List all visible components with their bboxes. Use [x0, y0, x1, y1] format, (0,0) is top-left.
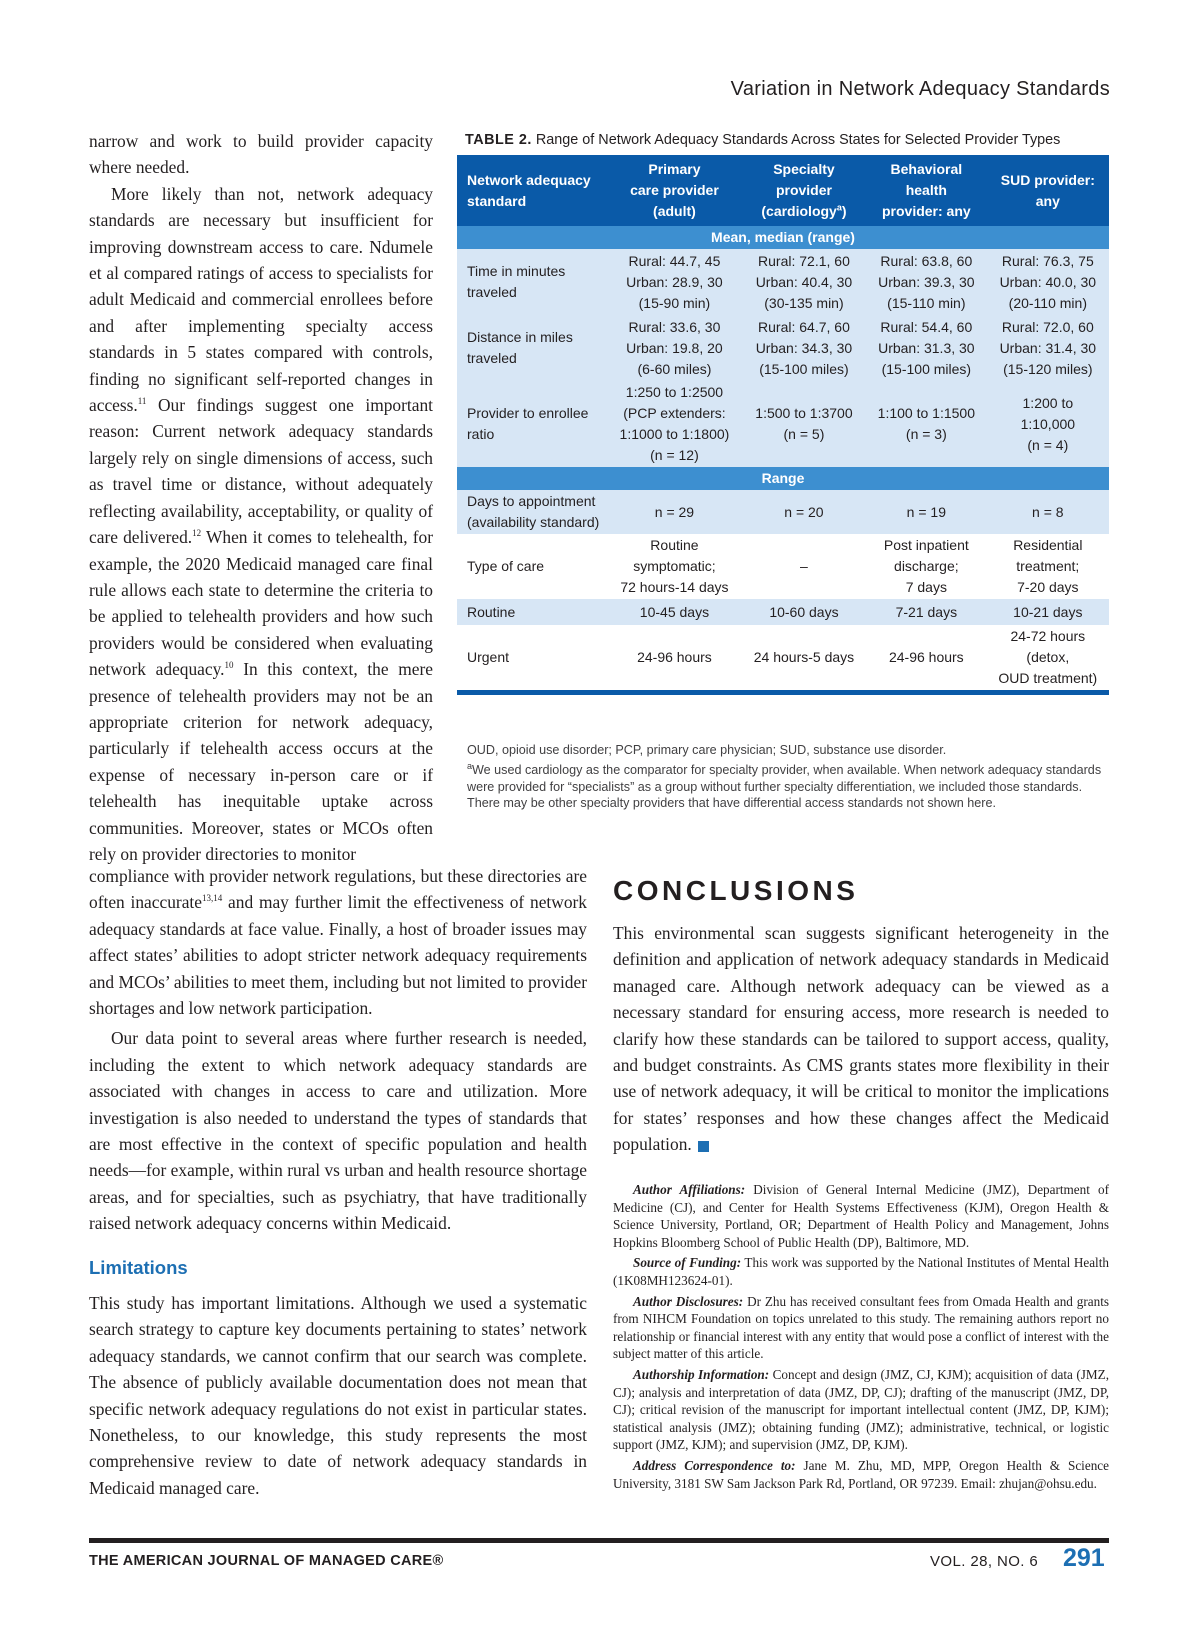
cell-line: Rural: 54.4, 60: [880, 318, 973, 335]
table-caption-text: Range of Network Adequacy Standards Across States for Selected Provider Types: [531, 132, 1061, 148]
text-run: and may further limit the effectiveness of network adequacy standards at face value. Finally, a host of broader issues may affect states’ abilities to adopt stricter network adequacy requirements and MCOs’ abilities to meet them, including but not limited to provider shortages and low network participation.: [89, 892, 588, 1019]
paragraph: narrow and work to build provider capacity where needed.: [89, 131, 433, 178]
cell-line: Rural: 33.6, 30: [628, 318, 721, 335]
cell-line: 24-72 hours: [1010, 628, 1086, 644]
cell-line: (n = 5): [783, 426, 825, 442]
band-label: Mean, median (range): [457, 226, 1109, 249]
cell-behavioral-health: [866, 534, 987, 599]
cell-line: 1:500 to 1:3700: [755, 405, 853, 421]
cell-line: Urban: 39.3, 30: [878, 273, 975, 290]
cell-primary-care: [607, 249, 742, 315]
cell-line: Post inpatient: [883, 537, 969, 553]
running-head: Variation in Network Adequacy Standards: [730, 78, 1110, 100]
cell-sud: [987, 625, 1109, 693]
cell-line: n = 20: [784, 503, 824, 520]
citation: 12: [192, 528, 202, 539]
header-line: health: [905, 182, 947, 198]
text-run: When it comes to telehealth, for example, the 2020 Medicaid managed care final rule allows each state to determine the criteria to be applied to telehealth providers and how such providers would be considered when evaluating network adequacy.: [89, 527, 433, 680]
cell-primary-care: [607, 625, 742, 693]
cell-sud: [987, 249, 1109, 315]
conclusions-heading: CONCLUSIONS: [613, 875, 859, 906]
cell-behavioral-health: [866, 490, 987, 534]
citation: 10: [224, 660, 234, 671]
cell-behavioral-health: [866, 625, 987, 693]
table-row: [457, 315, 1109, 381]
affiliation-text: This work was supported by the National Institutes of Mental Health (1K08MH123624-01).: [613, 1255, 1109, 1288]
cell-line: 10-21 days: [1013, 603, 1083, 620]
header-line: (cardiology: [761, 203, 837, 219]
table-footnotes: [467, 742, 1109, 816]
cell-line: Time in minutes: [467, 263, 566, 279]
cell-line: 24-96 hours: [888, 649, 964, 665]
cell-specialty: [742, 315, 866, 381]
row-label: [457, 381, 607, 467]
cell-line: (15-120 miles): [1003, 360, 1093, 377]
cell-specialty: [742, 381, 866, 467]
row-label: [457, 625, 607, 693]
cell-line: OUD treatment): [998, 670, 1098, 686]
cell-line: Urban: 28.9, 30: [626, 273, 723, 290]
text-run: In this context, the mere presence of telehealth providers may not be an appropriate criterion for network adequacy, particularly if telehealth access occurs at the expense of necessary in-person care or if telehealth has inequitable uptake across communities. Moreover, states or MCOs often rely on provider directories to monitor: [89, 659, 433, 864]
cell-behavioral-health: [866, 381, 987, 467]
cell-line: (availability standard): [467, 514, 600, 530]
limitations-heading: Limitations: [89, 1257, 188, 1278]
footnote-abbreviations: OUD, opioid use disorder; PCP, primary care physician; SUD, substance use disorder.: [467, 743, 947, 757]
affiliation-paragraph: [613, 1181, 1109, 1251]
cell-behavioral-health: [866, 315, 987, 381]
cell-sud: [987, 534, 1109, 599]
affiliation-label: Author Disclosures:: [633, 1293, 744, 1309]
cell-line: Rural: 64.7, 60: [758, 318, 850, 335]
paragraph: This study has important limitations. Although we used a systematic search strategy to capture key documents pertaining to states’ network adequacy standards, we cannot confirm that our search was complete. The absence of publicly available documentation does not mean that specific network adequacy regulations do not exist in particular states. Nonetheless, to our knowledge, this study represents the most comprehensive review to date of network adequacy standards in Medicaid managed care.: [89, 1293, 587, 1498]
cell-line: n = 19: [906, 503, 946, 520]
header-line: provider: [775, 182, 832, 198]
cell-line: Provider to enrollee: [467, 405, 589, 421]
page-number: 291: [1063, 1544, 1105, 1572]
cell-line: 24 hours-5 days: [753, 649, 855, 665]
row-label: [457, 534, 607, 599]
cell-sud: [987, 381, 1109, 467]
affiliation-paragraph: [613, 1293, 1109, 1363]
cell-line: Type of care: [467, 558, 545, 574]
cell-line: discharge;: [894, 558, 959, 574]
text-run: More likely than not, network adequacy standards are necessary but insufficient for improving downstream access to care. Ndumele et al compared ratings of access to specialists for adult Medicaid and commercial enrollees before and after implementing specialty access standards in 5 states compared with controls, finding no significant self-reported changes in access.: [89, 183, 433, 416]
header-line: Behavioral: [890, 161, 963, 177]
author-information: [613, 1181, 1109, 1495]
cell-specialty: [742, 249, 866, 315]
cell-line: ratio: [467, 426, 495, 442]
table-row: [457, 599, 1109, 625]
paragraph: [89, 181, 433, 868]
table-label: TABLE 2.: [465, 132, 532, 148]
affiliation-text: Division of General Internal Medicine (JMZ), Department of Medicine (CJ), and Center for Health Systems Effectiveness (KJM), Oregon Health & Science University, Portland, OR; Department of Health Policy and Management, Johns Hopkins Bloomberg School of Public Health (DP), Baltimore, MD.: [613, 1182, 1109, 1250]
cell-line: Rural: 76.3, 75: [1001, 252, 1094, 269]
cell-line: Rural: 72.0, 60: [1001, 318, 1094, 335]
journal-name: THE AMERICAN JOURNAL OF MANAGED CARE®: [89, 1553, 444, 1569]
cell-line: 1:250 to 1:2500: [625, 384, 724, 400]
cell-line: Residential: [1013, 537, 1083, 553]
cell-line: Rural: 63.8, 60: [880, 252, 973, 269]
cell-specialty: [742, 599, 866, 625]
header-line: SUD provider:: [1000, 171, 1095, 188]
affiliation-label: Address Correspondence to:: [633, 1457, 796, 1473]
cell-line: Urgent: [467, 649, 510, 665]
cell-line: Urban: 19.8, 20: [626, 339, 723, 356]
table-caption: [465, 132, 1115, 148]
header-line: care provider: [630, 182, 719, 198]
text-run: This environmental scan suggests significant heterogeneity in the definition and application of network adequacy standards in Medicaid managed care. Although network adequacy can be viewed as a necessary standard for ensuring access, more research is needed to clarify how these standards can be tailored to support access, quality, and budget constraints. As CMS grants states more flexibility in their use of network adequacy, it will be critical to monitor the implications for states’ responses and how these changes affect the Medicaid population.: [613, 923, 1109, 1155]
header-line: Primary: [648, 161, 701, 177]
cell-line: Routine: [650, 537, 699, 553]
header-specialty: [742, 155, 866, 226]
cell-line: (15-90 min): [638, 294, 711, 311]
affiliation-text: Dr Zhu has received consultant fees from Omada Health and grants from NIHCM Foundation on topics unrelated to this study. The remaining authors report no relationship or financial interest with any entity that would pose a conflict of interest with the subject matter of this article.: [613, 1293, 1110, 1362]
cell-line: traveled: [467, 350, 517, 366]
cell-line: Rural: 72.1, 60: [758, 252, 850, 269]
cell-sud: [987, 490, 1109, 534]
affiliation-label: Author Affiliations:: [633, 1182, 746, 1197]
cell-line: Urban: 31.4, 30: [999, 339, 1097, 356]
row-label: [457, 249, 607, 315]
cell-line: (n = 3): [905, 426, 947, 442]
band-range: [457, 467, 1109, 490]
text-run: Our findings suggest one important reason: Current network adequacy standards largely rely on single dimensions of access, such as travel time or distance, without adequately reflecting availability, acceptability, or quality of care delivered.: [89, 395, 433, 548]
network-adequacy-table: [457, 155, 1109, 695]
affiliation-paragraph: [613, 1457, 1109, 1492]
cell-line: n = 8: [1032, 503, 1064, 520]
footnote-mark: a: [467, 761, 473, 772]
cell-line: Urban: 40.0, 30: [999, 273, 1097, 290]
header-line: Specialty: [773, 161, 835, 177]
cell-line: Routine: [467, 603, 516, 620]
left-column-wide: [89, 863, 587, 1237]
cell-line: (detox,: [1026, 649, 1070, 665]
cell-line: (15-100 miles): [881, 360, 972, 377]
cell-specialty: [742, 490, 866, 534]
conclusions-text: [613, 920, 1109, 1158]
cell-line: (n = 12): [650, 447, 699, 463]
cell-line: (20-110 min): [1008, 294, 1087, 311]
cell-line: Days to appointment: [467, 493, 596, 509]
footnote-mark: a: [836, 202, 842, 213]
header-behavioral-health: [866, 155, 987, 226]
cell-primary-care: [607, 534, 742, 599]
cell-line: Urban: 40.4, 30: [755, 273, 853, 290]
table-row: [457, 490, 1109, 534]
header-line: provider: any: [881, 203, 971, 219]
row-label: [457, 490, 607, 534]
cell-line: Urban: 31.3, 30: [878, 339, 975, 356]
cell-line: 7 days: [905, 579, 947, 595]
cell-line: (15-100 miles): [759, 360, 849, 377]
row-label: [457, 599, 607, 625]
header-line: standard: [467, 192, 527, 209]
cell-line: Distance in miles: [467, 329, 573, 345]
cell-sud: [987, 599, 1109, 625]
cell-line: 7-21 days: [895, 603, 958, 620]
cell-primary-care: [607, 490, 742, 534]
limitations-text: [89, 1290, 587, 1501]
volume-issue: VOL. 28, NO. 6: [930, 1553, 1039, 1570]
cell-line: n = 29: [654, 503, 695, 520]
cell-line: 7-20 days: [1017, 579, 1079, 595]
affiliation-text: Jane M. Zhu, MD, MPP, Oregon Health & Science University, 3181 SW Sam Jackson Park Rd, Portland, OR 97239. Email: zhujan@ohsu.edu.: [613, 1457, 1109, 1491]
paragraph: Our data point to several areas where further research is needed, including the extent to which network adequacy standards are associated with changes in access to care and utilization. More investigation is also needed to understand the types of standards that are most effective in the context of specific population and health needs—for example, within rural vs urban and health resource shortage areas, and for specialties, such as psychiatry, that have traditionally raised network adequacy concerns within Medicaid.: [89, 1028, 587, 1234]
table-row: [457, 625, 1109, 693]
table-row: [457, 381, 1109, 467]
paragraph: [89, 863, 587, 1021]
affiliation-label: Authorship Information:: [633, 1366, 770, 1382]
end-of-article-icon: [698, 1141, 709, 1152]
paragraph: [613, 920, 1109, 1158]
cell-line: Urban: 34.3, 30: [755, 339, 853, 356]
cell-line: 24-96 hours: [637, 649, 712, 665]
affiliation-text: Concept and design (JMZ, CJ, KJM); acquisition of data (JMZ, CJ); analysis and interpretation of data (JMZ, DP, CJ); drafting of the manuscript (JMZ, DP, CJ); critical revision of the manuscript for important intellectual content (JMZ, DP, KJM); statistical analysis (JMZ); obtaining funding (JMZ); administrative, technical, or logistic support (JMZ, KJM); and supervision (JMZ, DP, KJM).: [613, 1366, 1109, 1453]
header-primary-care: [607, 155, 742, 226]
cell-line: treatment;: [1016, 558, 1080, 574]
cell-line: 10-45 days: [639, 603, 710, 620]
band-label: Range: [457, 467, 1109, 490]
cell-specialty: [742, 625, 866, 693]
citation: 13,14: [201, 893, 223, 904]
header-line: Network adequacy: [467, 171, 591, 188]
cell-line: (30-135 min): [764, 294, 844, 311]
affiliation-label: Source of Funding:: [633, 1255, 742, 1271]
affiliation-paragraph: [613, 1366, 1109, 1454]
table-row: [457, 249, 1109, 315]
text-run: compliance with provider network regulations, but these directories are often inaccurate: [89, 866, 587, 913]
header-sud: [987, 155, 1109, 226]
cell-line: (n = 4): [1027, 436, 1069, 453]
cell-behavioral-health: [866, 599, 987, 625]
header-line: (adult): [653, 203, 696, 219]
footer-rule: [89, 1538, 1109, 1543]
cell-line: symptomatic;: [633, 558, 716, 574]
cell-primary-care: [607, 599, 742, 625]
cell-line: traveled: [467, 284, 517, 300]
table-header-row: [457, 155, 1109, 226]
cell-line: 1:200 to: [1022, 394, 1074, 411]
cell-specialty: [742, 534, 866, 599]
cell-line: (6-60 miles): [637, 360, 712, 377]
cell-line: 10-60 days: [769, 603, 839, 620]
header-line: any: [1035, 192, 1060, 209]
left-column-narrow: [89, 128, 433, 867]
cell-sud: [987, 315, 1109, 381]
cell-behavioral-health: [866, 249, 987, 315]
band-mean-median: [457, 226, 1109, 249]
cell-line: 72 hours-14 days: [620, 579, 729, 595]
cell-line: 1:10,000: [1020, 415, 1076, 432]
cell-line: (15-110 min): [887, 294, 966, 311]
cell-primary-care: [607, 315, 742, 381]
cell-line: Rural: 44.7, 45: [628, 252, 721, 269]
row-label: [457, 315, 607, 381]
table-row: [457, 534, 1109, 599]
header-standard: [457, 155, 607, 226]
affiliation-paragraph: [613, 1254, 1109, 1289]
citation: 11: [137, 396, 147, 407]
cell-line: 1:1000 to 1:1800): [619, 426, 730, 442]
header-line: ): [841, 203, 847, 219]
cell-primary-care: [607, 381, 742, 467]
footnote-text: We used cardiology as the comparator for specialty provider, when available. When network adequacy standards were provided for “specialists” as a group without further specialty differentiation, we included those standards. There may be other specialty providers that have differential access standards not shown here.: [467, 763, 1102, 811]
cell-line: (PCP extenders:: [623, 405, 726, 421]
cell-line: –: [800, 558, 808, 574]
cell-line: 1:100 to 1:1500: [877, 405, 975, 421]
footnote-a: [467, 762, 1109, 811]
